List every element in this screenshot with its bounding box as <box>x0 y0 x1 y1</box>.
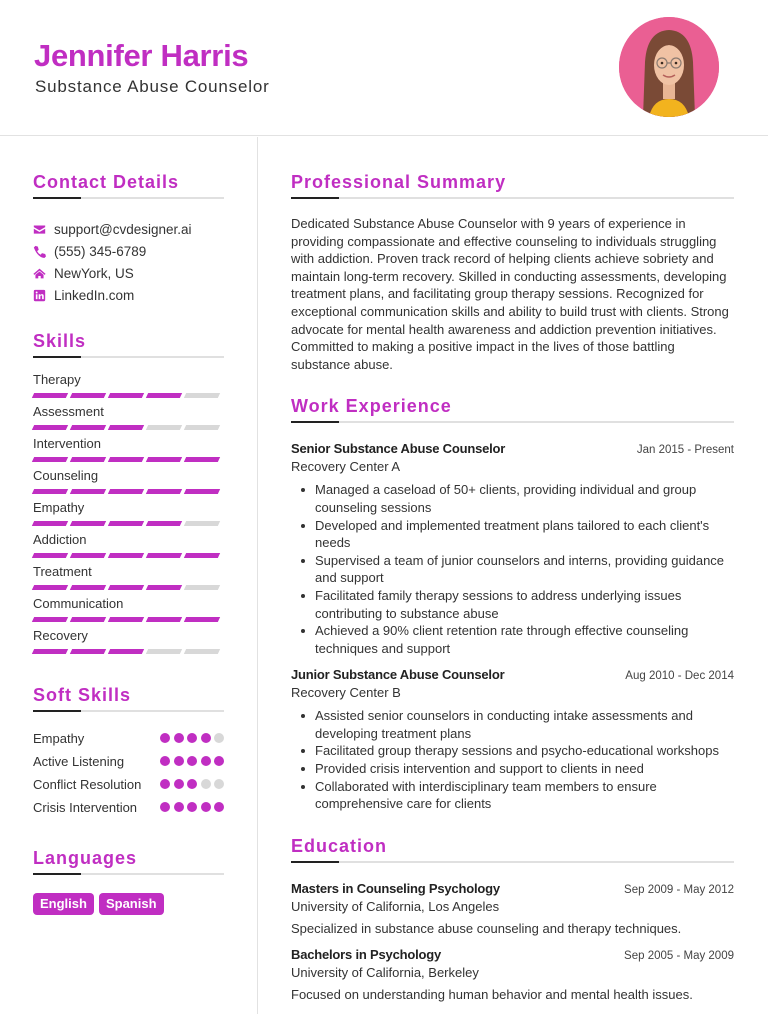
home-icon <box>33 267 46 280</box>
skill-level-segment <box>108 489 144 494</box>
rating-dot <box>201 733 211 743</box>
skill-level-segment <box>108 553 144 558</box>
skill-level-segment <box>184 489 220 494</box>
skill-name: Counseling <box>33 468 99 483</box>
rating-dot <box>201 756 211 766</box>
skill-level-segment <box>70 585 106 590</box>
bullet-item: Assisted senior counselors in conducting intake assessments and developing treatment plans <box>315 707 734 742</box>
skill-level-segment <box>32 425 68 430</box>
section-rule <box>291 197 734 199</box>
avatar <box>619 17 719 117</box>
skill-level-segment <box>70 393 106 398</box>
summary-text: Dedicated Substance Abuse Counselor with 9 years of experience in providing compassionate and effective counseling to individuals struggling with addiction. Proven track record of helping clients achieve sobriety and maintain long-term recovery. Skilled in conducting assessments, developing treatment plans, and facilitating group therapy sessions. Recognized for exceptional communication skills and ability to build trust with clients. Strong advocate for mental health awareness and addiction prevention initiatives. Committed to making a positive impact in the lives of those battling substance abuse. <box>291 216 729 372</box>
experience-section <box>291 395 734 813</box>
rating-dot <box>160 733 170 743</box>
skill-level-segment <box>184 393 220 398</box>
skill-level-segment <box>146 425 182 430</box>
skill-level-segment <box>32 489 68 494</box>
school-name: University of California, Berkeley <box>291 964 479 980</box>
rating-dot <box>160 779 170 789</box>
skill-level-segment <box>108 617 144 622</box>
languages-section <box>33 847 224 915</box>
rating-dot <box>187 733 197 743</box>
skill-name: Empathy <box>33 500 85 515</box>
soft-skill-rating <box>160 779 224 789</box>
education-entry <box>291 947 734 1002</box>
soft-skill-name: Crisis Intervention <box>33 800 138 815</box>
contact-text: LinkedIn.com <box>54 287 135 303</box>
job-title: Senior Substance Abuse Counselor <box>291 441 506 457</box>
section-title: Professional Summary <box>291 172 507 192</box>
skill-level-segment <box>70 649 106 654</box>
education-entry <box>291 881 734 936</box>
skill-level-bar <box>33 489 224 494</box>
section-rule <box>33 197 224 199</box>
skill-name: Therapy <box>33 372 81 387</box>
skills-section <box>33 330 224 660</box>
rating-dot <box>201 779 211 789</box>
soft-skill-name: Active Listening <box>33 754 125 769</box>
skill-row <box>33 404 224 436</box>
skill-level-segment <box>184 553 220 558</box>
rating-dot <box>174 733 184 743</box>
bullet-item: Provided crisis intervention and support to clients in need <box>315 760 734 778</box>
soft-skill-row <box>33 753 224 771</box>
skill-name: Treatment <box>33 564 92 579</box>
section-rule <box>33 356 224 358</box>
section-title: Contact Details <box>33 172 180 192</box>
column-divider <box>257 137 258 1014</box>
section-rule <box>33 873 224 875</box>
soft-skill-row <box>33 776 224 794</box>
skill-level-bar <box>33 617 224 622</box>
skill-level-segment <box>108 457 144 462</box>
skill-level-bar <box>33 425 224 430</box>
skill-level-segment <box>32 457 68 462</box>
summary-section <box>291 171 734 373</box>
rating-dot <box>214 733 224 743</box>
main-content <box>291 137 734 1002</box>
rating-dot <box>214 756 224 766</box>
contact-email[interactable] <box>33 218 224 240</box>
bullet-item: Supervised a team of junior counselors and interns, providing guidance and support <box>315 552 734 587</box>
skill-level-segment <box>146 553 182 558</box>
sidebar <box>33 137 224 915</box>
skill-level-segment <box>184 617 220 622</box>
skill-level-bar <box>33 649 224 654</box>
skill-level-segment <box>146 585 182 590</box>
contact-location <box>33 262 224 284</box>
rating-dot <box>174 779 184 789</box>
education-section <box>291 835 734 1002</box>
skill-level-segment <box>70 489 106 494</box>
skill-level-segment <box>108 585 144 590</box>
skill-level-segment <box>70 457 106 462</box>
skill-name: Recovery <box>33 628 88 643</box>
contact-section <box>33 171 224 306</box>
rating-dot <box>214 802 224 812</box>
section-title: Education <box>291 835 388 856</box>
school-name: University of California, Los Angeles <box>291 898 500 914</box>
skill-level-segment <box>70 553 106 558</box>
skill-level-segment <box>184 585 220 590</box>
rating-dot <box>160 802 170 812</box>
skill-level-segment <box>32 553 68 558</box>
soft-skill-row <box>33 799 224 817</box>
skill-name: Addiction <box>33 532 87 547</box>
skill-level-segment <box>32 585 68 590</box>
job-bullets <box>291 481 734 657</box>
job-entry <box>291 667 734 813</box>
rating-dot <box>201 802 211 812</box>
rating-dot <box>160 756 170 766</box>
rating-dot <box>187 802 197 812</box>
skill-level-segment <box>146 457 182 462</box>
section-title: Work Experience <box>291 396 452 417</box>
bullet-item: Facilitated family therapy sessions to address underlying issues contributing to substance abuse <box>315 587 734 622</box>
profile-photo <box>619 17 719 117</box>
soft-skill-rating <box>160 756 224 766</box>
skill-row <box>33 628 224 660</box>
rating-dot <box>214 779 224 789</box>
contact-phone[interactable] <box>33 240 224 262</box>
degree-title: Masters in Counseling Psychology <box>291 880 500 896</box>
degree-title: Bachelors in Psychology <box>291 946 442 962</box>
skill-level-segment <box>70 425 106 430</box>
section-title: Languages <box>33 848 138 868</box>
skill-level-segment <box>108 521 144 526</box>
section-title: Soft Skills <box>33 685 132 705</box>
bullet-item: Facilitated group therapy sessions and psycho-educational workshops <box>315 742 734 760</box>
rating-dot <box>174 802 184 812</box>
skill-name: Intervention <box>33 436 101 451</box>
candidate-name: Jennifer Harris <box>34 38 249 73</box>
skill-row <box>33 596 224 628</box>
job-organization: Recovery Center A <box>291 459 401 475</box>
skill-level-segment <box>184 649 220 654</box>
phone-icon <box>33 245 46 258</box>
section-title: Skills <box>33 331 87 351</box>
contact-text: support@cvdesigner.ai <box>54 221 192 237</box>
job-bullets <box>291 707 734 813</box>
section-rule <box>291 421 734 423</box>
skill-row <box>33 372 224 404</box>
skill-level-segment <box>108 425 144 430</box>
bullet-item: Managed a caseload of 50+ clients, providing individual and group counseling sessions <box>315 481 734 516</box>
education-date: Sep 2005 - May 2009 <box>624 949 734 962</box>
skill-row <box>33 500 224 532</box>
skill-level-segment <box>32 393 68 398</box>
language-badge: Spanish <box>99 893 164 915</box>
rating-dot <box>174 756 184 766</box>
soft-skills-section <box>33 684 224 817</box>
job-date: Jan 2015 - Present <box>636 444 734 457</box>
skill-level-segment <box>32 649 68 654</box>
skill-level-bar <box>33 393 224 398</box>
bullet-item: Achieved a 90% client retention rate through effective counseling techniques and support <box>315 622 734 657</box>
education-date: Sep 2009 - May 2012 <box>624 883 734 896</box>
rating-dot <box>187 779 197 789</box>
bullet-item: Collaborated with interdisciplinary team members to ensure comprehensive care for clients <box>315 778 734 813</box>
skill-row <box>33 468 224 500</box>
skill-level-segment <box>146 521 182 526</box>
skill-level-segment <box>70 521 106 526</box>
bullet-item: Developed and implemented treatment plans tailored to each client's needs <box>315 517 734 552</box>
skill-row <box>33 436 224 468</box>
skill-level-segment <box>32 617 68 622</box>
section-rule <box>291 861 734 863</box>
skill-row <box>33 564 224 596</box>
soft-skill-rating <box>160 733 224 743</box>
skill-level-segment <box>32 521 68 526</box>
soft-skill-row <box>33 730 224 748</box>
skill-level-bar <box>33 521 224 526</box>
linkedin-icon <box>33 289 46 302</box>
skill-name: Communication <box>33 596 124 611</box>
soft-skill-rating <box>160 802 224 812</box>
skill-level-segment <box>184 457 220 462</box>
skill-level-segment <box>70 617 106 622</box>
contact-text: NewYork, US <box>54 265 134 281</box>
contact-linkedin[interactable] <box>33 284 224 306</box>
resume-header <box>0 0 768 136</box>
skill-level-segment <box>146 649 182 654</box>
skill-level-bar <box>33 585 224 590</box>
skill-level-segment <box>146 489 182 494</box>
job-organization: Recovery Center B <box>291 685 401 701</box>
skill-level-segment <box>184 425 220 430</box>
soft-skill-name: Empathy <box>33 731 85 746</box>
skill-row <box>33 532 224 564</box>
skill-name: Assessment <box>33 404 104 419</box>
education-description: Specialized in substance abuse counseling and therapy techniques. <box>291 920 682 936</box>
section-rule <box>33 710 224 712</box>
skill-level-bar <box>33 457 224 462</box>
job-date: Aug 2010 - Dec 2014 <box>625 670 734 683</box>
skill-level-segment <box>146 617 182 622</box>
job-title: Junior Substance Abuse Counselor <box>291 667 505 683</box>
candidate-title: Substance Abuse Counselor <box>35 77 270 96</box>
skill-level-bar <box>33 553 224 558</box>
skill-level-segment <box>108 393 144 398</box>
skill-level-segment <box>108 649 144 654</box>
language-badge: English <box>33 893 94 915</box>
rating-dot <box>187 756 197 766</box>
skill-level-segment <box>184 521 220 526</box>
envelope-icon <box>33 223 46 236</box>
skill-level-segment <box>146 393 182 398</box>
job-entry <box>291 441 734 657</box>
soft-skill-name: Conflict Resolution <box>33 777 142 792</box>
contact-text: (555) 345-6789 <box>54 243 147 259</box>
education-description: Focused on understanding human behavior and mental health issues. <box>291 986 693 1002</box>
